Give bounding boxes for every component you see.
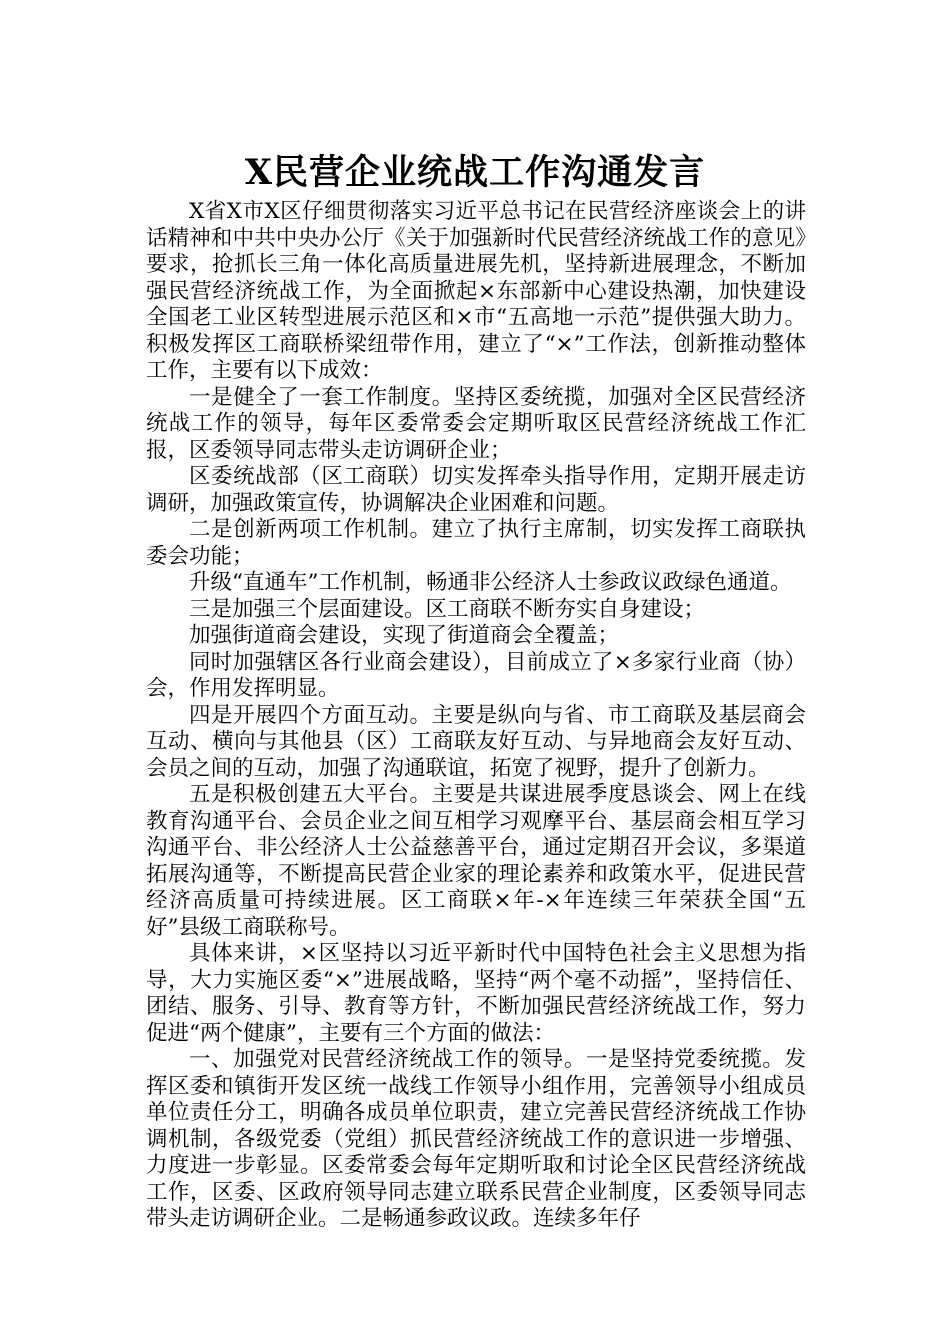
paragraph-point-two-cont: 升级“直通车”工作机制，畅通非公经济人士参政议政绿色通道。 bbox=[189, 570, 792, 595]
document-body bbox=[146, 199, 806, 1233]
paragraph-point-two: 二是创新两项工作机制。建立了执行主席制，切实发挥工商联执委会功能； bbox=[146, 517, 806, 569]
paragraph-point-three-cont-2: 同时加强辖区各行业商会建设），目前成立了×多家行业商（协）会，作用发挥明显。 bbox=[146, 649, 806, 701]
paragraph-point-three-cont: 加强街道商会建设，实现了街道商会全覆盖； bbox=[189, 623, 620, 648]
paragraph-point-four: 四是开展四个方面互动。主要是纵向与省、市工商联及基层商会互动、横向与其他县（区）工商联友好互动、与异地商会友好互动、会员之间的互动，加强了沟通联谊，拓宽了视野，提升了创新力。 bbox=[146, 702, 806, 781]
paragraph-section-one: 一、加强党对民营经济统战工作的领导。一是坚持党委统揽。发挥区委和镇街开发区统一战线工作领导小组作用，完善领导小组成员单位责任分工，明确各成员单位职责，建立完善民营经济统战工作协调机制，各级党委（党组）抓民营经济统战工作的意识进一步增强、力度进一步彰显。区委常委会每年定期听取和讨论全区民营经济统战工作，区委、区政府领导同志建立联系民营企业制度，区委领导同志带头走访调研企业。二是畅通参政议政。连续多年仔 bbox=[146, 1047, 806, 1231]
paragraph-point-five: 五是积极创建五大平台。主要是共谋进展季度恳谈会、网上在线教育沟通平台、会员企业之间互相学习观摩平台、基层商会相互学习沟通平台、非公经济人士公益慈善平台，通过定期召开会议，多渠道拓展沟通等，不断提高民营企业家的理论素养和政策水平，促进民营经济高质量可持续进展。区工商联×年-×年连续三年荣获全国“五好”县级工商联称号。 bbox=[146, 782, 806, 940]
paragraph-point-one-cont: 区委统战部（区工商联）切实发挥牵头指导作用，定期开展走访调研，加强政策宣传，协调解决企业困难和问题。 bbox=[146, 464, 806, 516]
paragraph-point-three: 三是加强三个层面建设。区工商联不断夯实自身建设； bbox=[189, 596, 706, 622]
document-title: X民营企业统战工作沟通发言 bbox=[244, 152, 706, 194]
paragraph-intro: X省X市X区仔细贯彻落实习近平总书记在民营经济座谈会上的讲话精神和中共中央办公厅《关于加强新时代民营经济统战工作的意见》要求，抢抓长三角一体化高质量进展先机，坚持新进展理念，不断加强民营经济统战工作，为全面掀起×东部新中心建设热潮，加快建设全国老工业区转型进展示范区和×市“五高地一示范”提供强大助力。积极发挥区工商联桥梁纽带作用，建立了“×”工作法，创新推动整体工作，主要有以下成效： bbox=[146, 199, 806, 383]
paragraph-point-one: 一是健全了一套工作制度。坚持区委统揽，加强对全区民营经济统战工作的领导，每年区委常委会定期听取区民营经济统战工作汇报，区委领导同志带头走访调研企业； bbox=[146, 384, 806, 463]
paragraph-summary: 具体来讲，×区坚持以习近平新时代中国特色社会主义思想为指导，大力实施区委“×”进展战略，坚持“两个毫不动摇”，坚持信任、团结、服务、引导、教育等方针，不断加强民营经济统战工作，努力促进“两个健康”，主要有三个方面的做法： bbox=[146, 941, 806, 1046]
